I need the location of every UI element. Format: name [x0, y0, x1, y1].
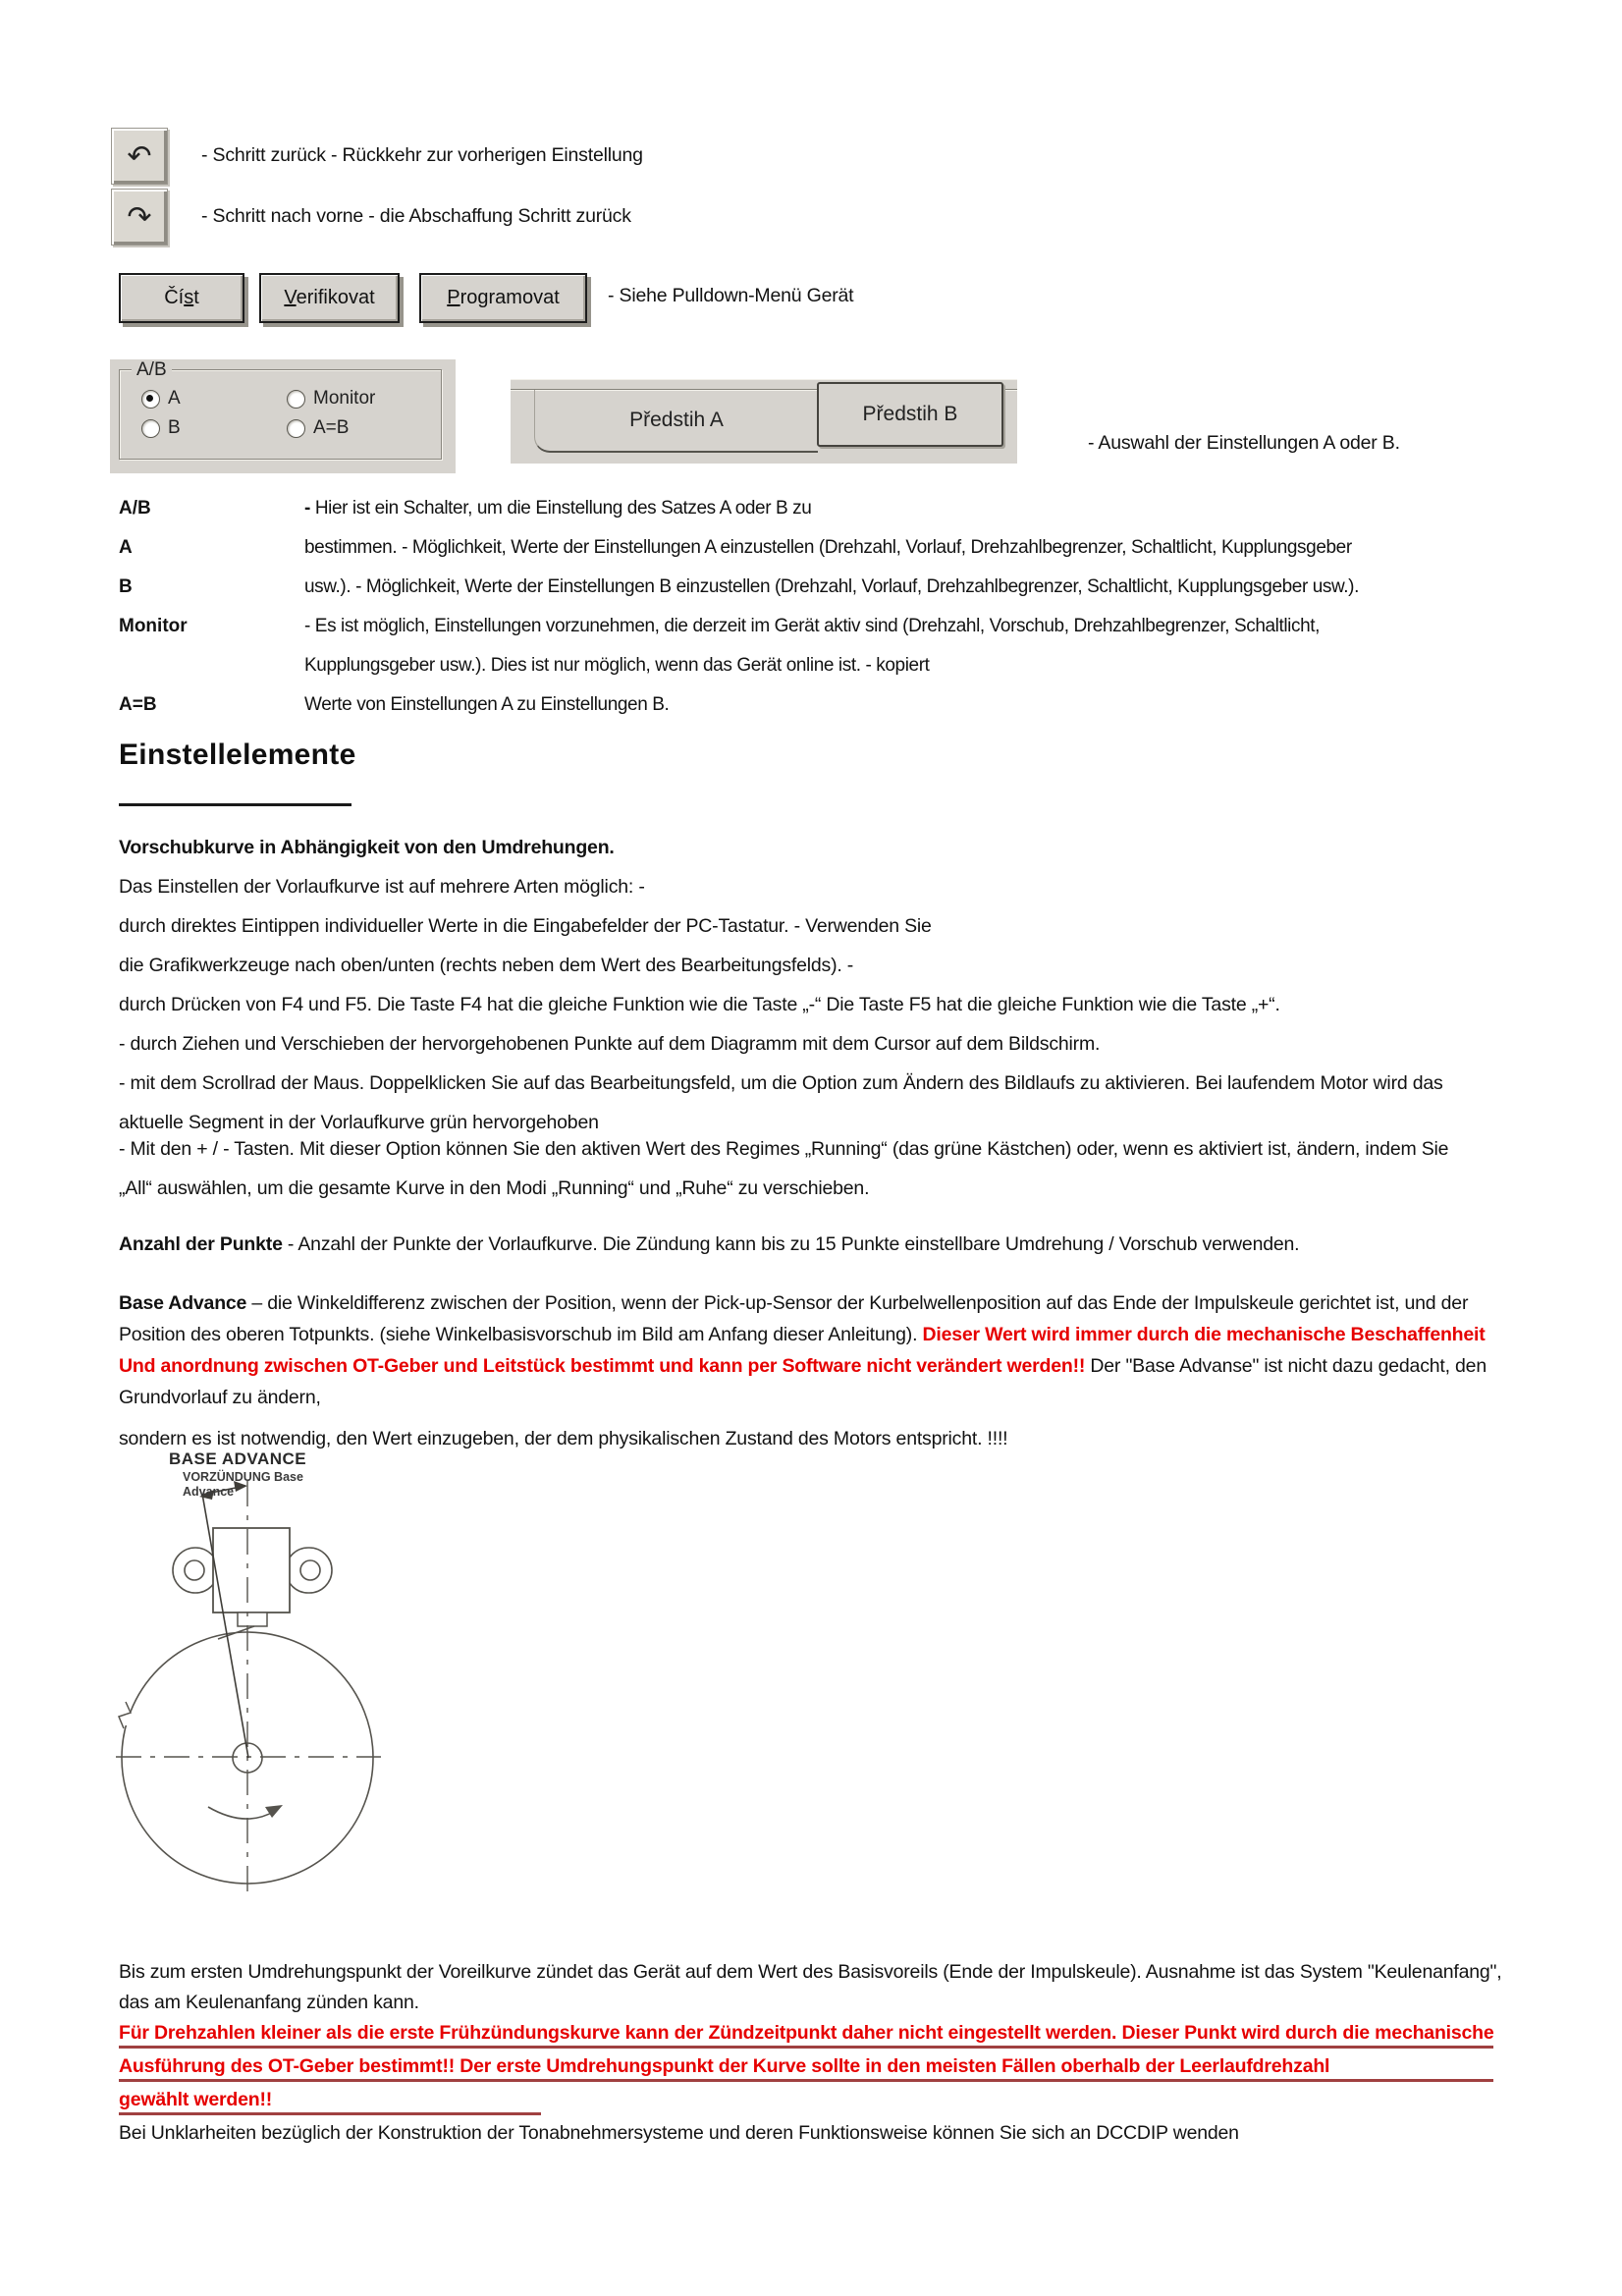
program-button[interactable] [419, 273, 587, 323]
radio-icon [287, 419, 305, 438]
text-line: Anzahl der Punkte - Anzahl der Punkte der Vorlaufkurve. Die Zündung kann bis zu 15 Punkte einstellbare Umdrehung / Vorschub verwenden. [119, 1233, 1300, 1255]
text-line: sondern es ist notwendig, den Wert einzugeben, der dem physikalischen Zustand des Motors entspricht. !!!! [119, 1428, 1008, 1449]
device-button-row [119, 273, 587, 323]
tab-predstih-a[interactable] [534, 390, 818, 453]
text-line [119, 2051, 1493, 2082]
definition-term: B [119, 576, 133, 597]
redo-button[interactable] [111, 189, 168, 246]
sensor-tip [238, 1613, 267, 1626]
definition-text: Kupplungsgeber usw.). Dies ist nur möglich, wenn das Gerät online ist. - kopiert [304, 655, 930, 676]
undo-caption: - Schritt zurück - Rückkehr zur vorherigen Einstellung [201, 144, 643, 166]
definition-list [119, 489, 1533, 725]
radio-icon [141, 419, 160, 438]
text-line: Bei Unklarheiten bezüglich der Konstruktion der Tonabnehmersysteme und deren Funktionsweise können Sie sich an DCCDIP wenden [119, 2122, 1239, 2144]
read-button[interactable] [119, 273, 244, 323]
warning-text: Für Drehzahlen kleiner als die erste Frühzündungskurve kann der Zündzeitpunkt daher nicht eingestellt werden. Dieser Punkt wird durch die mechanische [119, 2022, 1494, 2044]
text-line: „All“ auswählen, um die gesamte Kurve in den Modi „Running“ und „Ruhe“ zu verschieben. [119, 1177, 870, 1199]
paragraph-advance-curve [119, 828, 1592, 1142]
device-buttons-caption: - Siehe Pulldown-Menü Gerät [608, 285, 854, 306]
radio-label: B [168, 417, 181, 438]
text-line [119, 607, 1533, 646]
definition-text: usw.). - Möglichkeit, Werte der Einstellungen B einzustellen (Drehzahl, Vorlauf, Drehzahlbegrenzer, Schaltlicht, Kupplungsgeber usw.). [304, 576, 1359, 597]
text-line: - mit dem Scrollrad der Maus. Doppelklicken Sie auf das Bearbeitungsfeld, um die Option zum Ändern des Bildlaufs zu aktivieren. Bei laufendem Motor wird das [119, 1072, 1443, 1094]
text-line [119, 685, 1533, 725]
button-label: Číst [164, 287, 199, 308]
text-segment: - [304, 498, 315, 519]
paragraph-warning-block [119, 1957, 1502, 2149]
paragraph-plus-minus [119, 1129, 1592, 1208]
undo-arrow-icon: ↶ [127, 139, 152, 173]
advance-tabstrip [511, 379, 1017, 464]
text-line: Grundvorlauf zu ändern, [119, 1387, 321, 1408]
text-line [119, 2018, 1493, 2049]
text-line: Position des oberen Totpunkts. (siehe Winkelbasisvorschub im Bild am Anfang dieser Anleitung). Dieser Wert wird immer durch die mechanische Beschaffenheit [119, 1324, 1486, 1345]
text-segment: Anzahl der Punkte [119, 1233, 283, 1255]
text-line [119, 568, 1533, 607]
right-mount-hole [300, 1560, 320, 1580]
button-label: Programovat [447, 287, 560, 308]
text-line: - Mit den + / - Tasten. Mit dieser Option können Sie den aktiven Wert des Regimes „Running“ (das grüne Kästchen) oder, wenn es aktiviert ist, ändern, indem Sie [119, 1138, 1449, 1160]
text-line: durch Drücken von F4 und F5. Die Taste F4 hat die gleiche Funktion wie die Taste „-“ Die Taste F5 hat die gleiche Funktion wie die Taste „+“. [119, 994, 1280, 1015]
button-label: Verifikovat [284, 287, 375, 308]
undo-button[interactable] [111, 128, 168, 185]
text-line: Und anordnung zwischen OT-Geber und Leitstück bestimmt und kann per Software nicht verändert werden!! Der "Base Advanse" ist nicht dazu gedacht, den [119, 1355, 1487, 1377]
radio-icon [287, 390, 305, 409]
ab-panel [110, 359, 456, 473]
radio-option-a[interactable] [141, 388, 181, 410]
section-heading: Einstellelemente [119, 738, 356, 771]
redo-arrow-icon: ↷ [127, 200, 152, 234]
definition-text: - Hier ist ein Schalter, um die Einstellung des Satzes A oder B zu [304, 498, 812, 519]
verify-button[interactable] [259, 273, 400, 323]
text-line: aktuelle Segment in der Vorlaufkurve grün hervorgehoben [119, 1112, 599, 1133]
text-line [119, 489, 1533, 528]
tab-predstih-b[interactable] [817, 382, 1003, 447]
definition-text: bestimmen. - Möglichkeit, Werte der Einstellungen A einzustellen (Drehzahl, Vorlauf, Drehzahlbegrenzer, Schaltlicht, Kupplungsgeber [304, 537, 1352, 558]
text-line [119, 828, 1592, 867]
radio-option-monitor[interactable] [287, 388, 375, 410]
text-line: durch direktes Eintippen individueller Werte in die Eingabefelder der PC-Tastatur. - Verwenden Sie [119, 915, 932, 937]
text-line: Das Einstellen der Vorlaufkurve ist auf mehrere Arten möglich: - [119, 876, 645, 898]
text-line: die Grafikwerkzeuge nach oben/unten (rechts neben dem Wert des Bearbeitungsfelds). - [119, 955, 854, 976]
tab-label: Předstih B [862, 403, 958, 425]
left-mount-hole [185, 1560, 204, 1580]
ab-groupbox [119, 359, 442, 460]
radio-label: A=B [313, 417, 350, 438]
ab-groupbox-title: A/B [132, 359, 172, 381]
tabs-caption: - Auswahl der Einstellungen A oder B. [1088, 432, 1400, 454]
definition-text: Werte von Einstellungen A zu Einstellungen B. [304, 694, 670, 715]
angle-label-line2: Advance [183, 1485, 235, 1499]
rotation-arc [208, 1807, 275, 1819]
text-line: - durch Ziehen und Verschieben der hervorgehobenen Punkte auf dem Diagramm mit dem Cursor auf dem Bildschirm. [119, 1033, 1101, 1055]
text-segment: Vorschubkurve in Abhängigkeit von den Umdrehungen. [119, 837, 615, 858]
definition-term: A/B [119, 498, 151, 519]
text-line [119, 528, 1533, 568]
base-advance-diagram [83, 1440, 476, 1960]
text-segment: Base Advance [119, 1292, 247, 1314]
text-line: Bis zum ersten Umdrehungspunkt der Voreilkurve zündet das Gerät auf dem Wert des Basisvoreils (Ende der Impulskeule). Ausnahme ist das System "Keulenanfang", [119, 1961, 1502, 1983]
redo-caption: - Schritt nach vorne - die Abschaffung Schritt zurück [201, 205, 631, 227]
heading-underline [119, 803, 351, 806]
tab-label: Předstih A [629, 409, 724, 431]
warning-text: Und anordnung zwischen OT-Geber und Leitstück bestimmt und kann per Software nicht verändert werden!! [119, 1355, 1086, 1377]
paragraph-base-advance [119, 1287, 1592, 1454]
definition-term: A [119, 537, 133, 558]
sensor-body [213, 1528, 290, 1613]
warning-text: Dieser Wert wird immer durch die mechanische Beschaffenheit [922, 1324, 1486, 1345]
definition-text: - Es ist möglich, Einstellungen vorzunehmen, die derzeit im Gerät aktiv sind (Drehzahl, Vorschub, Drehzahlbegrenzer, Schaltlicht, [304, 616, 1321, 636]
radio-option-b[interactable] [141, 417, 181, 439]
paragraph-point-count [119, 1225, 1592, 1264]
diagram-title: BASE ADVANCE [169, 1449, 307, 1468]
radio-label: A [168, 388, 181, 409]
text-line [119, 2085, 1493, 2115]
text-line [119, 646, 1533, 685]
radio-icon [141, 390, 160, 409]
angle-label-line1: VORZÜNDUNG Base [183, 1470, 303, 1484]
text-line: das am Keulenanfang zünden kann. [119, 1992, 419, 2013]
definition-term [119, 646, 304, 685]
rotation-arrowhead [265, 1805, 283, 1818]
radio-option-a-equals-b[interactable] [287, 417, 349, 439]
warning-text: gewählt werden!! [119, 2089, 273, 2110]
definition-term: Monitor [119, 616, 188, 636]
radio-label: Monitor [313, 388, 376, 409]
definition-term: A=B [119, 694, 157, 715]
warning-text: Ausführung des OT-Geber bestimmt!! Der erste Umdrehungspunkt der Kurve sollte in den meisten Fällen oberhalb der Leerlaufdrehzahl [119, 2055, 1330, 2077]
text-line: Base Advance – die Winkeldifferenz zwischen der Position, wenn der Pick-up-Sensor der Kurbelwellenposition auf das Ende der Impulskeule gerichtet ist, und der [119, 1292, 1469, 1314]
